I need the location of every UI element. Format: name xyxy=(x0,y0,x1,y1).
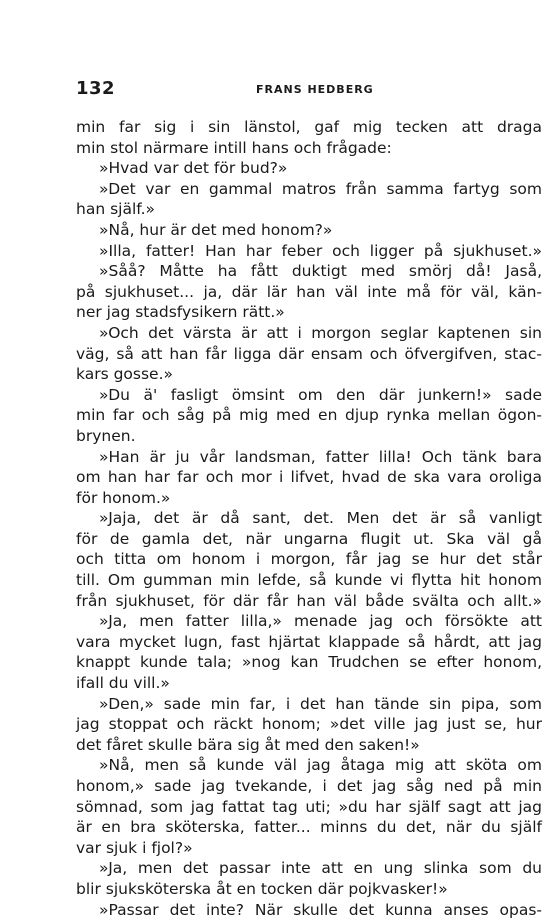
text-line: »Såå? Måtte ha fått duktigt med smörj då! Jaså, xyxy=(99,262,542,281)
text-line: var sjuk i fjol?» xyxy=(76,838,193,857)
text-line: det fåret skulle bära sig åt med den saken!» xyxy=(76,735,420,754)
text-line: »Du ä' fasligt ömsint om den där junkern!» sade xyxy=(99,385,542,404)
text-line: »Hvad var det för bud?» xyxy=(99,159,288,178)
text-line: »Den,» sade min far, i det han tände sin pipa, som xyxy=(99,694,542,713)
text-line: »Illa, fatter! Han har feber och ligger på sjukhuset.» xyxy=(99,241,542,260)
text-line: honom,» sade jag tvekande, i det jag såg ned på min xyxy=(76,777,542,795)
text-line: vara mycket lugn, fast hjärtat klappade så hårdt, att jag xyxy=(76,632,542,651)
text-line: blir sjuksköterska åt en tocken där pojkvasker!» xyxy=(76,879,448,898)
text-line: för honom.» xyxy=(76,488,171,507)
text-line: från sjukhuset, för där får han väl både svälta och allt.» xyxy=(76,591,542,610)
text-line: brynen. xyxy=(76,426,136,445)
text-line: väg, så att han får ligga där ensam och öfvergifven, stac- xyxy=(76,344,542,363)
text-line: knappt kunde tala; »nog kan Trudchen se efter honom, xyxy=(76,653,542,672)
text-line: sömnad, som jag fattat tag uti; »du har själf sagt att jag xyxy=(76,797,542,816)
text-line: och titta om honom i morgon, får jag se hur det står xyxy=(76,550,542,569)
text-line: kars gosse.» xyxy=(76,365,173,384)
text-line: »Det var en gammal matros från samma fartyg som xyxy=(99,179,542,198)
text-line: han själf.» xyxy=(76,200,155,219)
text-line: »Ja, men det passar inte att en ung slinka som du xyxy=(99,859,542,878)
text-line: om han har far och mor i lifvet, hvad de ska vara oroliga xyxy=(76,468,542,487)
text-line: till. Om gumman min lefde, så kunde vi flytta hit honom xyxy=(76,571,542,590)
text-line: »Nå, men så kunde väl jag åtaga mig att sköta om xyxy=(99,756,542,775)
body-text xyxy=(76,117,542,920)
text-line: ner jag stadsfysikern rätt.» xyxy=(76,303,285,322)
text-line: »Passar det inte? När skulle det kunna anses opas- xyxy=(99,900,542,919)
text-line: »Ja, men fatter lilla,» menade jag och försökte att xyxy=(99,612,542,631)
text-line: min stol närmare intill hans och frågade: xyxy=(76,138,392,157)
text-line: »Han är ju vår landsman, fatter lilla! Och tänk bara xyxy=(99,447,542,466)
text-line: för de gamla det, när ungarna flugit ut. Ska väl gå xyxy=(76,529,542,548)
text-line: min far och såg på mig med en djup rynka mellan ögon- xyxy=(76,406,542,425)
running-head: FRANS HEDBERG xyxy=(256,83,374,96)
page-header xyxy=(68,78,514,102)
text-line: på sjukhuset... ja, där lär han väl inte må för väl, kän- xyxy=(76,282,542,301)
page-number: 132 xyxy=(76,78,116,99)
text-line: min far sig i sin länstol, gaf mig tecken att draga xyxy=(76,118,542,136)
text-line: jag stoppat och räckt honom; »det ville jag just se, hur xyxy=(76,715,542,734)
text-line: »Jaja, det är då sant, det. Men det är så vanligt xyxy=(99,509,542,528)
text-line: »Och det värsta är att i morgon seglar kaptenen sin xyxy=(99,323,542,342)
text-line: »Nå, hur är det med honom?» xyxy=(99,220,333,239)
text-line: är en bra sköterska, fatter... minns du det, när du själf xyxy=(76,818,542,837)
text-line: ifall du vill.» xyxy=(76,674,170,693)
